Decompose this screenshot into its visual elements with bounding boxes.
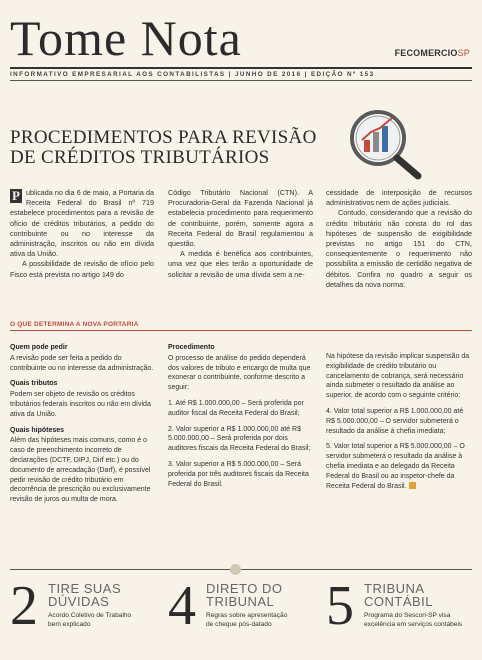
fecomercio-badge-icon xyxy=(230,564,241,575)
quem-title: Quem pode pedir xyxy=(10,344,68,351)
continue-square-icon xyxy=(409,482,416,489)
edition-strip: INFORMATIVO EMPRESARIAL AOS CONTABILISTAS | JUNHO DE 2016 | EDIÇÃO Nº 153 xyxy=(10,71,375,78)
quais-text: Podem ser objeto de revisão os créditos tributários federais inscritos ou não em dívida ativa da União. xyxy=(10,391,151,418)
teaser-page-5[interactable] xyxy=(326,575,472,642)
magnifier-chart-icon xyxy=(338,104,428,180)
dropcap: P xyxy=(10,189,22,203)
masthead xyxy=(10,12,472,78)
headline-line-1: PROCEDIMENTOS PARA REVISÃO xyxy=(10,127,317,148)
hipoteses-text: Além das hipóteses mais comuns, como é o caso de preenchimento incorreto de declarações (DCTF, DIPJ, Dirf etc.) ou do documento de arrecadação (Darf), é possível pedir revisão de crédito tributário em decorrência de prescrição ou exclusivamente revisão de juros ou multa de mora. xyxy=(10,437,151,504)
portaria-column-1 xyxy=(10,343,154,511)
list-item: 2. Valor superior a R$ 1.000.000,00 até R$ 5.000.000,00 – Será proferida por dois auditores fiscais da Receita Federal do Brasil; xyxy=(168,425,311,453)
list-item: 3. Valor superior a R$ 5.000.000,00 – Será proferida por três auditores fiscais da Receita Federal do Brasil. xyxy=(168,460,309,488)
publisher-logo xyxy=(395,48,470,58)
teaser-subtitle: Acordo Coletivo de Trabalho bem explicado xyxy=(48,612,132,628)
masthead-title: Tome Nota xyxy=(10,10,242,66)
list-item: 1. Até R$ 1.000.000,00 – Será proferida por auditor fiscal da Receita Federal do Brasil; xyxy=(168,399,304,417)
section-label: O QUE DETERMINA A NOVA PORTARIA xyxy=(10,321,139,328)
quais-title: Quais tributos xyxy=(10,380,58,388)
masthead-rule-bottom xyxy=(10,80,472,81)
procedimento-list xyxy=(168,399,313,489)
article-headline xyxy=(10,128,320,168)
portaria-column-2 xyxy=(168,343,313,495)
publisher-accent: SP xyxy=(457,48,470,58)
teaser-title: TRIBUNA CONTÁBIL xyxy=(364,581,434,609)
headline-line-2: DE CRÉDITOS TRIBUTÁRIOS xyxy=(10,147,270,168)
article-column-3 xyxy=(326,188,472,290)
hipoteses-title: Quais hipóteses xyxy=(10,426,65,434)
procedimento-intro: O processo de análise do pedido dependerá dos valores de tributo e encargo de multa que exonerar o contribuinte, conforme descrito a seguir: xyxy=(168,354,311,392)
teaser-subtitle: Programa do Sescon-SP visa excelência em serviços contábeis xyxy=(364,612,463,628)
teaser-page-2[interactable] xyxy=(10,575,160,642)
teaser-number: 2 xyxy=(10,575,38,637)
teaser-number: 5 xyxy=(326,575,354,637)
article-col3-p2: Contudo, considerando que a revisão do crédito tributário não consta do rol das hipóteses de suspensão de exigibilidade previstas no artigo 151 do CTN, consequentemente o requerimento não possibilita a emissão de certidão negativa de débitos. Confira no quadro a seguir os detalhes da nova norma: xyxy=(326,208,472,289)
article-column-2 xyxy=(168,188,313,280)
list-item: 5. Valor total superior a R$ 5.000.000,00 – O servidor submeterá o resultado da análise à chefia imediata e ao delegado da Receita Federal do Brasil ou ao inspetor-chefe da Receita Federal do Brasil. xyxy=(326,443,465,490)
criterio-list xyxy=(326,407,472,491)
teaser-number: 4 xyxy=(168,575,196,637)
article-col2-p1: Código Tributário Nacional (CTN). A Procuradoria-Geral da Fazenda Nacional já estabelecia procedimento para requerimento de contribuinte, porém, somente agora a Receita Federal do Brasil regulamentou a questão. xyxy=(168,188,313,249)
article-col2-p2: A medida é benéfica aos contribuintes, uma vez que eles terão a oportunidade de solicitar a revisão de uma dívida sem a ne- xyxy=(168,249,313,279)
quem-text: A revisão pode ser feita a pedido do contribuinte ou no interesse da administração. xyxy=(10,354,154,372)
suspensao-intro: Na hipótese da revisão implicar suspensão da exigibilidade de crédito tributário ou cancelamento de cobrança, será necessário ainda submeter o resultado da análise ao superior, de acordo com o seguinte critério: xyxy=(326,353,470,400)
portaria-column-3 xyxy=(326,352,472,497)
article-col1-p1: ublicada no dia 6 de maio, a Portaria da Receita Federal do Brasil nº 719 estabelece procedimentos para a revisão de ofício de créditos tributários, a pedido do contribuinte ou no interesse da administração, inscritos ou não em dívida ativa da União. xyxy=(10,188,154,259)
article-column-1 xyxy=(10,188,154,280)
masthead-rule xyxy=(10,67,472,69)
teaser-subtitle: Regras sobre apresentação de cheque pós-datado xyxy=(206,612,288,628)
article-col3-p1: cessidade de interposição de recursos administrativos nem de ações judiciais. xyxy=(326,188,472,208)
article-col1-p2: A possibilidade de revisão de ofício pelo Fisco está prevista no artigo 149 do xyxy=(10,259,154,279)
section-rule xyxy=(10,330,472,331)
list-item: 4. Valor total superior a R$ 1.000.000,00 até R$ 5.000.000,00 – O servidor submeterá o resultado da análise à chefia imediata; xyxy=(326,407,464,435)
teaser-title: TIRE SUAS DÚVIDAS xyxy=(48,581,122,609)
publisher-name: FECOMERCIO xyxy=(394,48,458,58)
teaser-title: DIRETO DO TRIBUNAL xyxy=(206,581,283,609)
footer-rule xyxy=(10,569,472,570)
teaser-page-4[interactable] xyxy=(168,575,318,642)
procedimento-title: Procedimento xyxy=(168,344,215,351)
